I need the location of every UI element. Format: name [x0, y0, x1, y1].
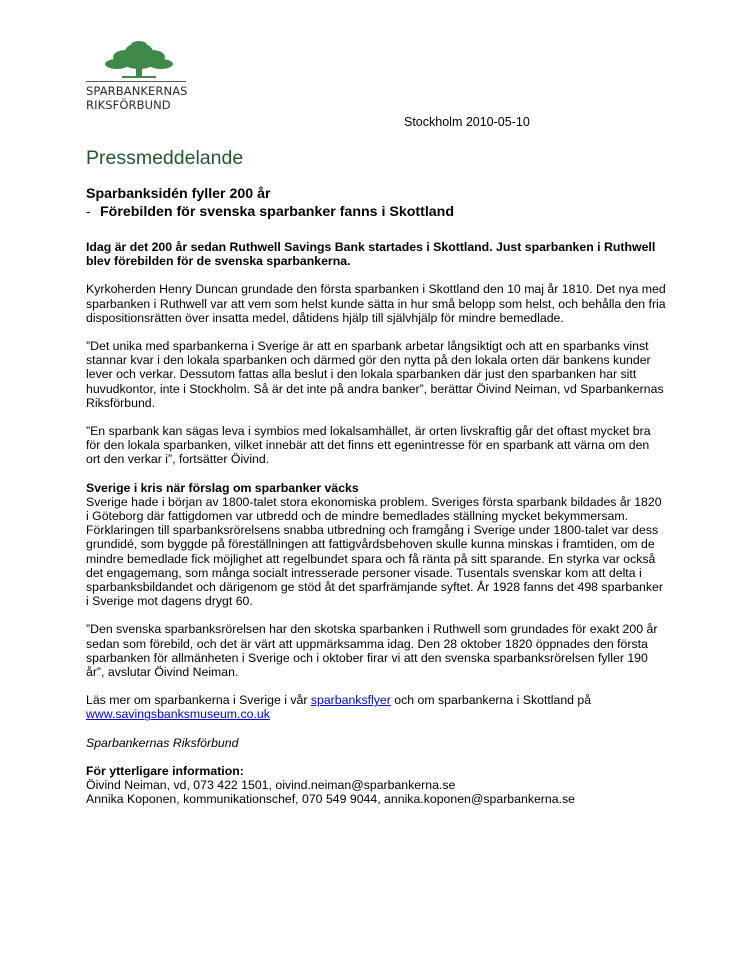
lead-paragraph: Idag är det 200 år sedan Ruthwell Savings Bank startades i Skottland. Just sparbanken i Ruthwell blev förebilden för de svenska sparbankerna. [86, 240, 656, 269]
section-heading: Sverige i kris när förslag om sparbanker väcks [86, 480, 359, 495]
contact-line-2: Annika Koponen, kommunikationschef, 070 549 9044, annika.koponen@sparbankerna.se [86, 792, 575, 807]
subheadline-dash: - [86, 203, 91, 220]
savingsbanksmuseum-link[interactable]: www.savingsbanksmuseum.co.uk [86, 707, 270, 722]
read-more-middle: och om sparbankerna i Skottland på [390, 693, 592, 708]
paragraph-5: ”Den svenska sparbanksrörelsen har den skotska sparbanken i Ruthwell som grundades för exakt 200 år sedan som förebild, och det är värt att uppmärksamma idag. Den 28 oktober 1820 öppnades den första sparbanken för allmänheten i Sverige och i oktober firar vi att den svenska sparbanksrörelsen fyller 190 år”, avslutar Öivind Neiman. [86, 622, 658, 680]
signature: Sparbankernas Riksförbund [86, 735, 239, 750]
contact-line-1: Öivind Neiman, vd, 073 422 1501, oivind.neiman@sparbankerna.se [86, 778, 456, 793]
read-more-paragraph [86, 693, 666, 721]
paragraph-4: Sverige hade i början av 1800-talet stora ekonomiska problem. Sveriges första sparbank bildades år 1820 i Göteborg där fattigdomen var utbredd och de mindre bemedlades ställning mycket bekymmersam. Förklaringen till sparbanksrörelsens snabba utbredning och framgång i Sverige under 1800-talet var dess grundidé, som byggde på föreställningen att fattigvårdsbehoven skulle kunna minskas i framtiden, om de mindre bemedlade fick möjlighet att regelbundet spara och få ränta på sitt sparande. En styrka var också det engagemang, som många socialt intresserade personer visade. Tusentals svenskar kom att delta i sparbanksbildandet och därigenom ge stöd åt det sparfrämjande syftet. År 1928 fanns det 498 sparbanker i Sverige mot dagens drygt 60. [86, 494, 663, 609]
oak-tree-icon [104, 40, 174, 80]
organization-logo [86, 40, 196, 112]
paragraph-3: ”En sparbank kan sägas leva i symbios med lokalsamhället, är orten livskraftig går det oftast mycket bra för den lokala sparbanken, vilket innebär att det finns ett egenintresse för en sparbank att värna om den ort den verkar i”, fortsätter Öivind. [86, 424, 651, 467]
document-body [86, 146, 666, 807]
logo-rule [86, 81, 186, 82]
logo-text-line2: RIKSFÖRBUND [86, 98, 171, 112]
sparbanksflyer-link[interactable]: sparbanksflyer [310, 693, 391, 708]
headline: Sparbanksidén fyller 200 år [86, 186, 271, 202]
document-type-heading: Pressmeddelande [86, 147, 244, 169]
paragraph-1: Kyrkoherden Henry Duncan grundade den första sparbanken i Skottland den 10 maj år 1810. Det nya med sparbanken i Ruthwell var att vem som helst kunde sätta in hur små belopp som helst, och behålla den fria dispositionsrätten över insatta medel, dåtidens hjälp till självhjälp för mindre bemedlade. [86, 282, 666, 325]
document-date: Stockholm 2010-05-10 [404, 115, 530, 129]
read-more-prefix: Läs mer om sparbankerna i Sverige i vår [86, 693, 311, 708]
subheadline-text: Förebilden för svenska sparbanker fanns i Skottland [100, 203, 454, 220]
paragraph-2: ”Det unika med sparbankerna i Sverige är att en sparbank arbetar långsiktigt och att en sparbanks vinst stannar kvar i den lokala sparbanken och därmed gör den nytta på den lokala orten där bankens kunder lever och verkar. Dessutom fattas alla beslut i den lokala sparbanken där just den sparbanken har sitt huvudkontor, inte i Stockholm. Så är det inte på andra banker”, berättar Öivind Neiman, vd Sparbankernas Riksförbund. [86, 339, 664, 410]
contact-heading: För ytterligare information: [86, 763, 244, 778]
subheadline [86, 204, 666, 222]
logo-text-line1: SPARBANKERNAS [86, 84, 188, 98]
